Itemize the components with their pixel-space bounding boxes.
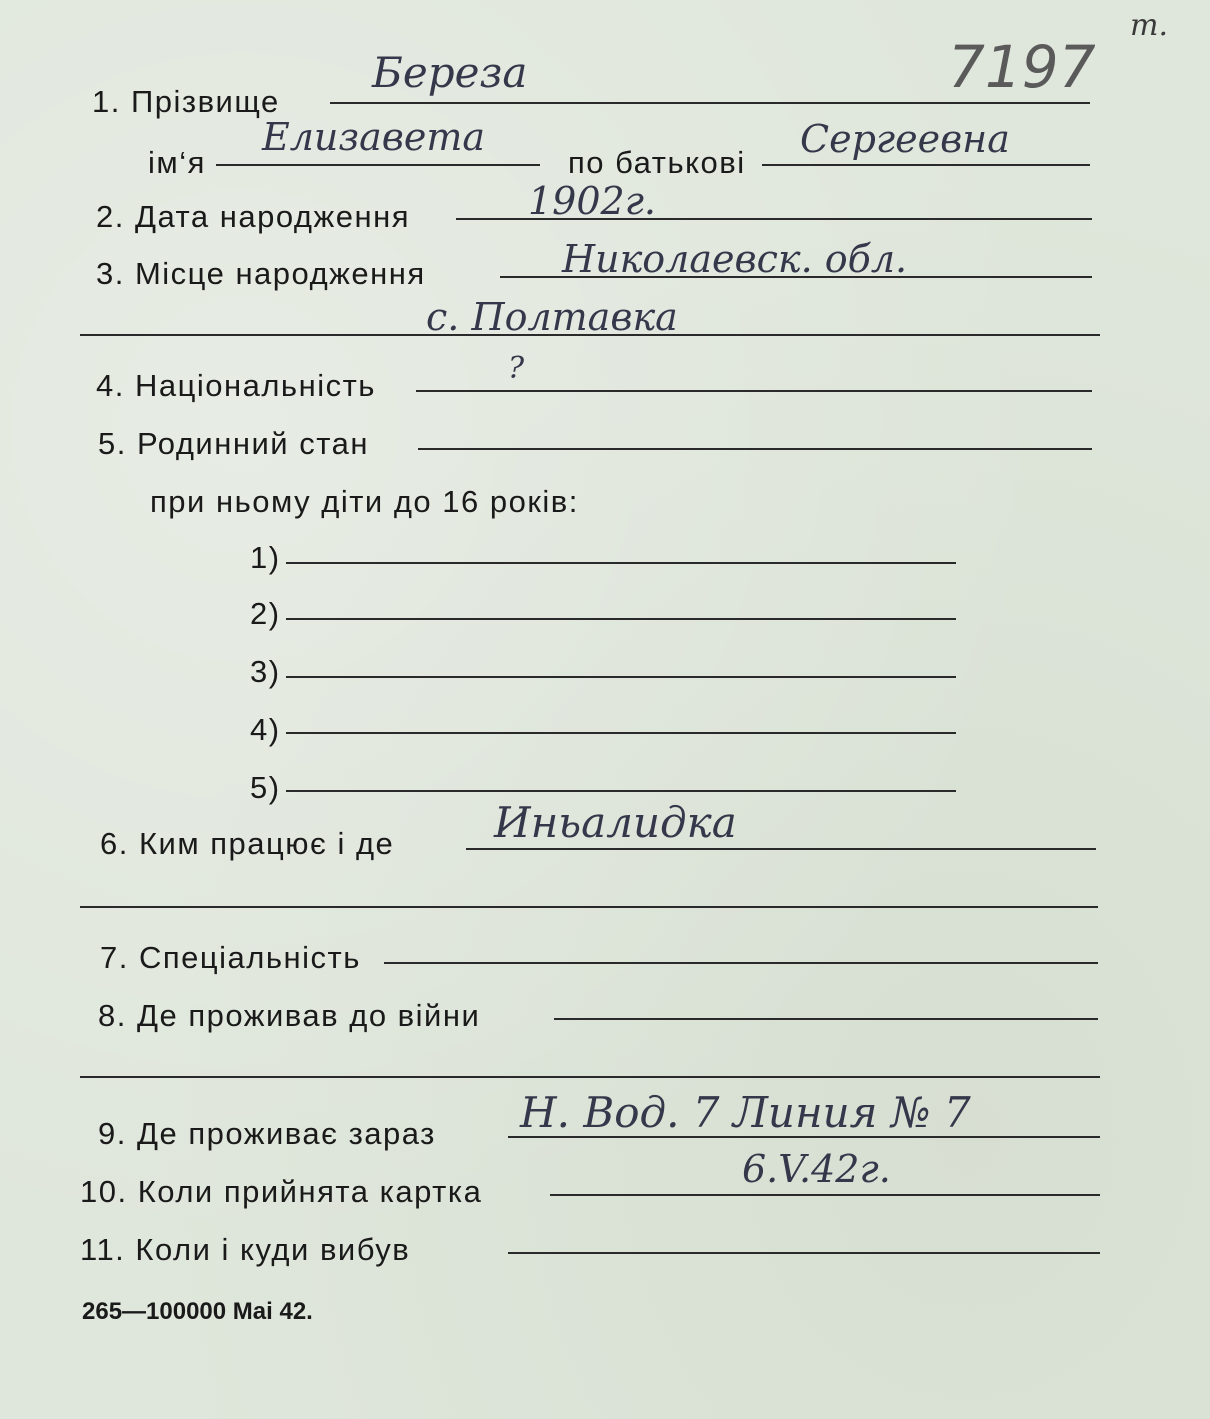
child-5-line xyxy=(286,790,956,792)
surname-value: Береза xyxy=(372,48,528,97)
card-accepted-label: 10. Коли прийнята картка xyxy=(80,1174,483,1209)
specialty-label: 7. Спеціальність xyxy=(100,940,361,975)
child-5-label: 5) xyxy=(250,770,281,805)
patronymic-value: Сергеевна xyxy=(800,117,1010,161)
card-accepted-value: 6.V.42г. xyxy=(742,1147,891,1191)
child-4-label: 4) xyxy=(250,712,281,747)
current-residence-label: 9. Де проживає зараз xyxy=(98,1116,436,1151)
nationality-value: ? xyxy=(508,351,525,386)
child-3-label: 3) xyxy=(250,654,281,689)
surname-line xyxy=(330,102,1090,104)
occupation-label: 6. Ким працює і де xyxy=(100,826,395,861)
child-4-line xyxy=(286,732,956,734)
card-accepted-line xyxy=(550,1194,1100,1196)
current-residence-value: Н. Вод. 7 Линия № 7 xyxy=(520,1088,971,1137)
birth-place-label: 3. Місце народження xyxy=(96,256,426,291)
nationality-label: 4. Національність xyxy=(96,368,376,403)
given-name-value: Елизавета xyxy=(262,115,486,159)
occupation-line xyxy=(466,848,1096,850)
specialty-line xyxy=(384,962,1098,964)
child-2-line xyxy=(286,618,956,620)
children-label: при ньому діти до 16 років: xyxy=(150,484,579,519)
birth-date-value: 1902г. xyxy=(528,179,656,223)
corner-mark: т. xyxy=(1130,8,1168,43)
occupation-value: Иньалидка xyxy=(494,798,737,847)
surname-label: 1. Прізвище xyxy=(92,84,280,119)
print-code: 265—100000 Mai 42. xyxy=(82,1298,313,1325)
given-name-label: ім‘я xyxy=(148,145,206,180)
marital-status-label: 5. Родинний стан xyxy=(98,426,369,461)
departure-label: 11. Коли і куди вибув xyxy=(80,1232,411,1267)
prewar-residence-label: 8. Де проживав до війни xyxy=(98,998,481,1033)
child-2-label: 2) xyxy=(250,596,281,631)
given-name-line xyxy=(216,164,540,166)
child-1-line xyxy=(286,562,956,564)
birth-place-value: Николаевск. обл. xyxy=(562,237,908,281)
patronymic-label: по батькові xyxy=(568,145,746,180)
departure-line xyxy=(508,1252,1100,1254)
birth-date-label: 2. Дата народження xyxy=(96,199,410,234)
archive-number: 7197 xyxy=(948,33,1096,101)
occupation-line-2 xyxy=(80,906,1098,908)
child-1-label: 1) xyxy=(250,540,281,575)
marital-status-line xyxy=(418,448,1092,450)
child-3-line xyxy=(286,676,956,678)
birth-place-value-2: с. Полтавка xyxy=(426,295,678,339)
prewar-residence-line xyxy=(554,1018,1098,1020)
prewar-residence-line-2 xyxy=(80,1076,1100,1078)
nationality-line xyxy=(416,390,1092,392)
patronymic-line xyxy=(762,164,1090,166)
